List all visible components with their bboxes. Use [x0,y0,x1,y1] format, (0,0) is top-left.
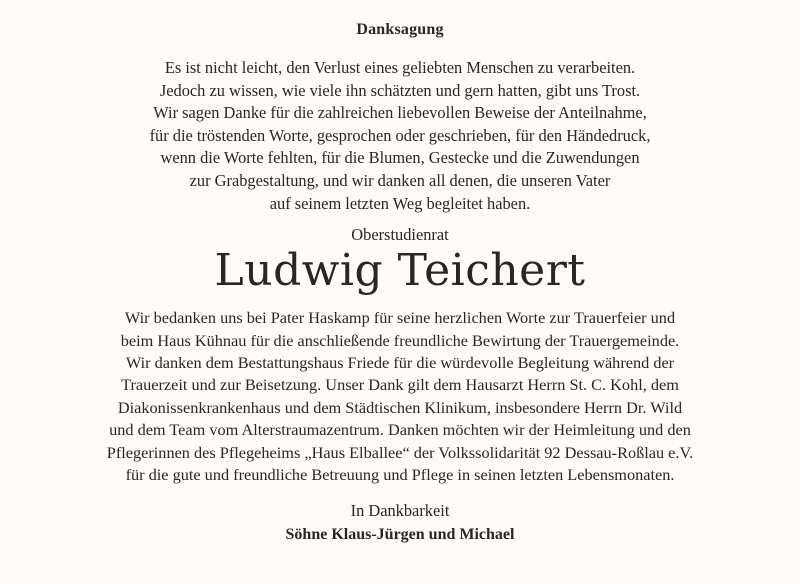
intro-paragraph [0,57,800,215]
closing-phrase: In Dankbarkeit [350,501,450,521]
intro-line: auf seinem letzten Weg begleitet haben. [269,193,531,213]
intro-line: wenn die Worte fehlten, für die Blumen, Gestecke und die Zuwendungen [160,148,640,168]
notice-heading: Danksagung [356,21,444,38]
deceased-name: Ludwig Teichert [214,245,586,297]
signature: Söhne Klaus-Jürgen und Michael [285,526,515,544]
thanks-paragraph [0,307,800,486]
thanks-line: beim Haus Kühnau für die anschließende freundliche Bewirtung der Trauergemeinde. [120,330,680,350]
thanks-line: Wir danken dem Bestattungshaus Friede für die würdevolle Begleitung während der [125,352,675,372]
thanks-line: Trauerzeit und zur Beisetzung. Unser Dank gilt dem Hausarzt Herrn St. C. Kohl, dem [121,375,679,395]
intro-line: für die tröstenden Worte, gesprochen oder geschrieben, für den Händedruck, [149,125,651,145]
thanks-line: und dem Team vom Alterstraumazentrum. Danken möchten wir der Heimleitung und den [109,420,691,440]
deceased-title: Oberstudienrat [351,225,449,245]
thanks-line: für die gute und freundliche Betreuung und Pflege in seinen letzten Lebensmonaten. [125,465,675,484]
intro-line: Jedoch zu wissen, wie viele ihn schätzten und gern hatten, gibt uns Trost. [159,80,641,100]
thanks-line: Pflegerinnen des Pflegeheims „Haus Elballee“ der Volkssolidarität 92 Dessau-Roßlau e.V. [106,442,694,462]
intro-line: Es ist nicht leicht, den Verlust eines geliebten Menschen zu verarbeiten. [164,58,636,77]
intro-line: Wir sagen Danke für die zahlreichen liebevollen Beweise der Anteilnahme, [153,103,647,123]
intro-line: zur Grabgestaltung, und wir danken all denen, die unseren Vater [189,170,611,190]
thanks-line: Diakonissenkrankenhaus und dem Städtischen Klinikum, insbesondere Herrn Dr. Wild [117,397,683,417]
thanks-line: Wir bedanken uns bei Pater Haskamp für seine herzlichen Worte zur Trauerfeier und [124,308,676,328]
